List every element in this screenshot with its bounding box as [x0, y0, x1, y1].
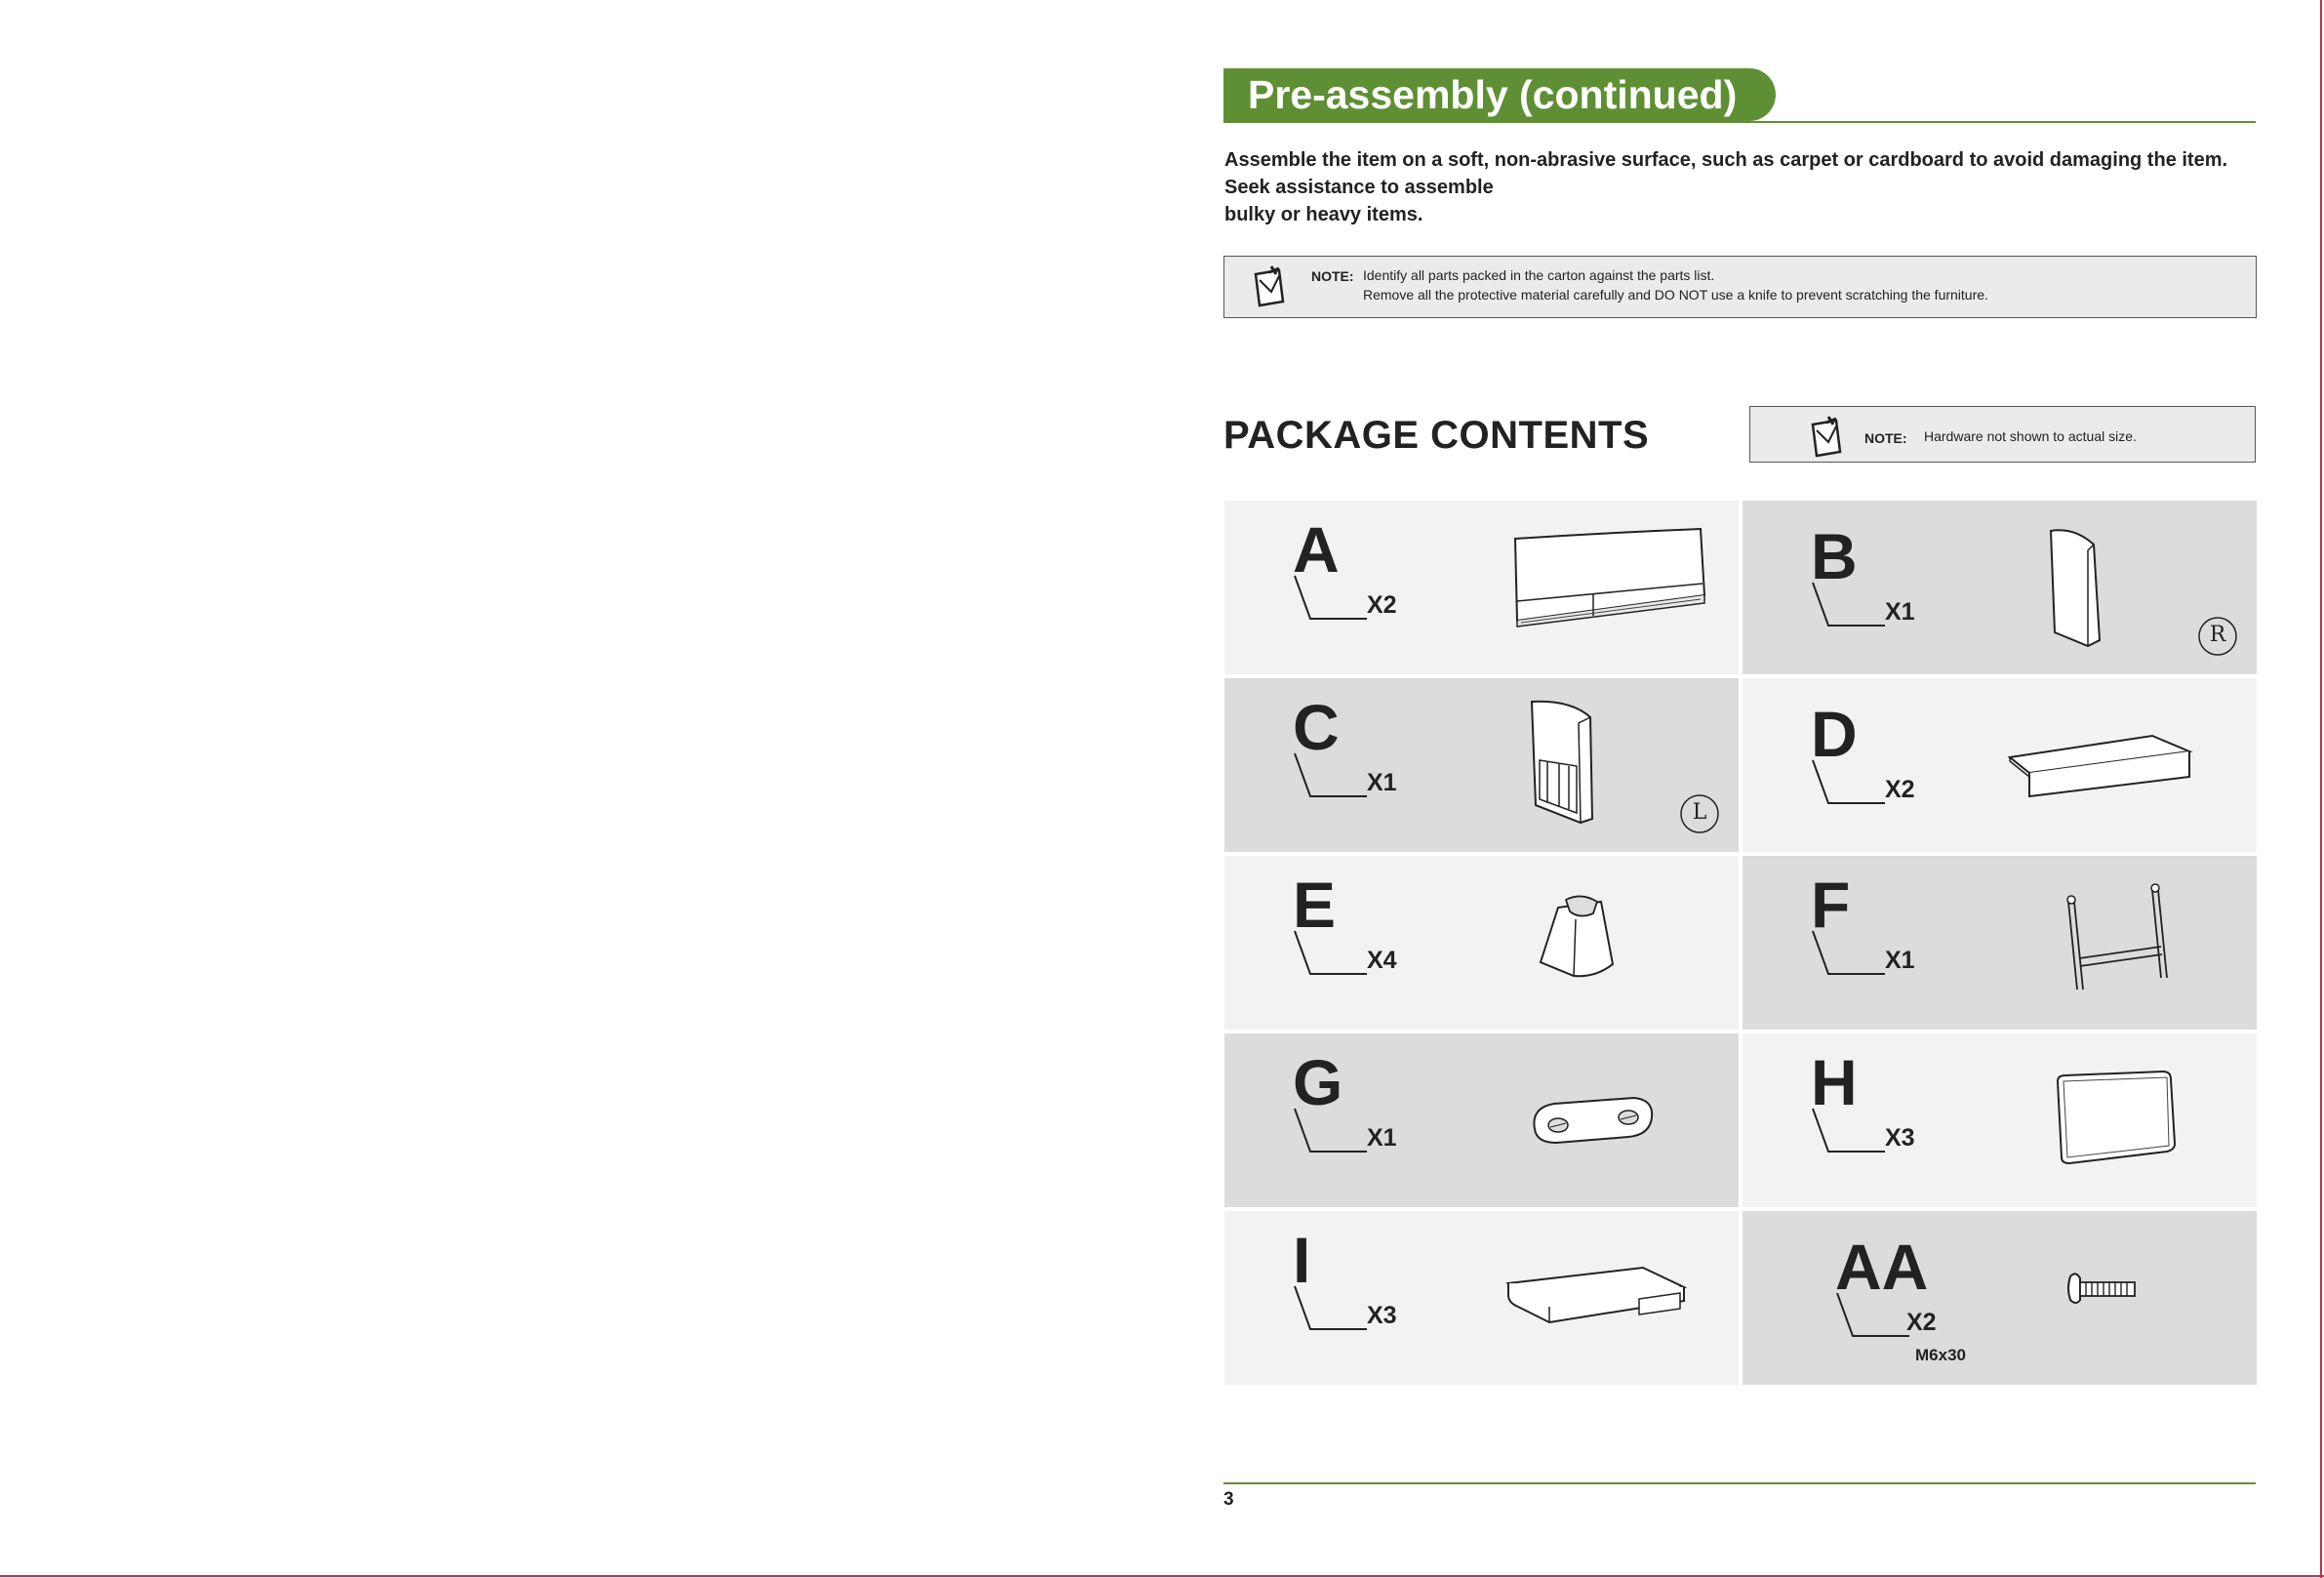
back-cushion-icon: [2050, 1068, 2182, 1175]
part-cell-c: [1224, 678, 1739, 852]
leader-line: [1811, 929, 1889, 988]
part-qty: X3: [1367, 1302, 1397, 1329]
parts-grid: [1224, 501, 2257, 1383]
leader-line: [1811, 581, 1889, 639]
leader-line: [1811, 758, 1889, 817]
left-arm-panel-icon: [1522, 698, 1600, 834]
note-pin-icon: [1250, 263, 1289, 307]
leader-line: [1835, 1291, 1913, 1350]
note-label: NOTE:: [1864, 430, 1907, 446]
side-marker-label: L: [1692, 800, 1707, 825]
page-number: 3: [1223, 1489, 1234, 1510]
part-qty: X1: [1885, 598, 1915, 626]
part-letter: F: [1811, 869, 1851, 941]
sofa-back-panel-icon: [1507, 525, 1712, 647]
section-rule: [1223, 121, 2256, 123]
part-qty: X2: [1906, 1309, 1937, 1336]
leader-line: [1293, 1107, 1371, 1165]
part-letter: H: [1811, 1046, 1858, 1118]
section-title: Pre-assembly (continued): [1223, 68, 1776, 121]
part-letter: G: [1293, 1046, 1343, 1118]
part-cell-f: [1743, 856, 2257, 1030]
page-edge-right: [2320, 0, 2322, 1578]
part-qty: X3: [1885, 1124, 1915, 1152]
part-cell-h: [1743, 1033, 2257, 1207]
leader-line: [1293, 751, 1371, 810]
part-cell-g: [1224, 1033, 1739, 1207]
page-edge-bottom: [0, 1575, 2324, 1577]
part-letter: D: [1811, 698, 1858, 770]
part-cell-i: [1224, 1211, 1739, 1385]
part-qty: X2: [1885, 776, 1915, 803]
part-letter: I: [1293, 1224, 1311, 1296]
note-pin-icon: [1807, 413, 1846, 458]
note-line: Identify all parts packed in the carton against the parts list.: [1363, 267, 1715, 283]
part-letter: B: [1811, 520, 1858, 592]
part-qty: X1: [1885, 947, 1915, 974]
connector-plate-icon: [1527, 1092, 1659, 1151]
note-label: NOTE:: [1311, 268, 1354, 284]
part-letter: A: [1293, 513, 1340, 586]
part-cell-aa: [1743, 1211, 2257, 1385]
part-letter: E: [1293, 869, 1337, 941]
part-cell-a: [1224, 501, 1739, 674]
part-letter: AA: [1835, 1231, 1929, 1303]
part-spec: M6x30: [1915, 1346, 1966, 1364]
part-letter: C: [1293, 691, 1340, 763]
part-cell-e: [1224, 856, 1739, 1030]
seat-cushion-icon: [1503, 1260, 1693, 1338]
seat-base-board-icon: [2006, 732, 2201, 805]
package-contents-title: PACKAGE CONTENTS: [1223, 414, 1650, 457]
leg-foot-icon: [1537, 890, 1624, 988]
note-text: Hardware not shown to actual size.: [1924, 428, 2137, 444]
note-line: Remove all the protective material carefully and DO NOT use a knife to prevent scratching the furniture.: [1363, 287, 1988, 303]
intro-line: bulky or heavy items.: [1224, 204, 1423, 225]
footer-rule: [1223, 1482, 2256, 1484]
part-qty: X4: [1367, 947, 1397, 974]
leader-line: [1293, 1284, 1371, 1343]
part-qty: X1: [1367, 1124, 1397, 1152]
side-marker-label: R: [2209, 623, 2226, 647]
part-cell-b: [1743, 501, 2257, 674]
metal-frame-icon: [2060, 880, 2172, 997]
part-qty: X1: [1367, 769, 1397, 796]
part-qty: X2: [1367, 591, 1397, 619]
intro-text: [1224, 146, 2278, 228]
leader-line: [1293, 929, 1371, 988]
note-box-hardware: [1749, 406, 2256, 463]
leader-line: [1811, 1107, 1889, 1165]
right-arm-panel-icon: [2045, 525, 2113, 652]
part-cell-d: [1743, 678, 2257, 852]
bolt-icon: [2064, 1265, 2143, 1314]
note-box-parts-check: [1223, 256, 2257, 318]
intro-line: Seek assistance to assemble: [1224, 177, 1494, 198]
intro-line: Assemble the item on a soft, non-abrasive surface, such as carpet or cardboard to avoid damaging the item.: [1224, 149, 2228, 171]
leader-line: [1293, 574, 1371, 632]
